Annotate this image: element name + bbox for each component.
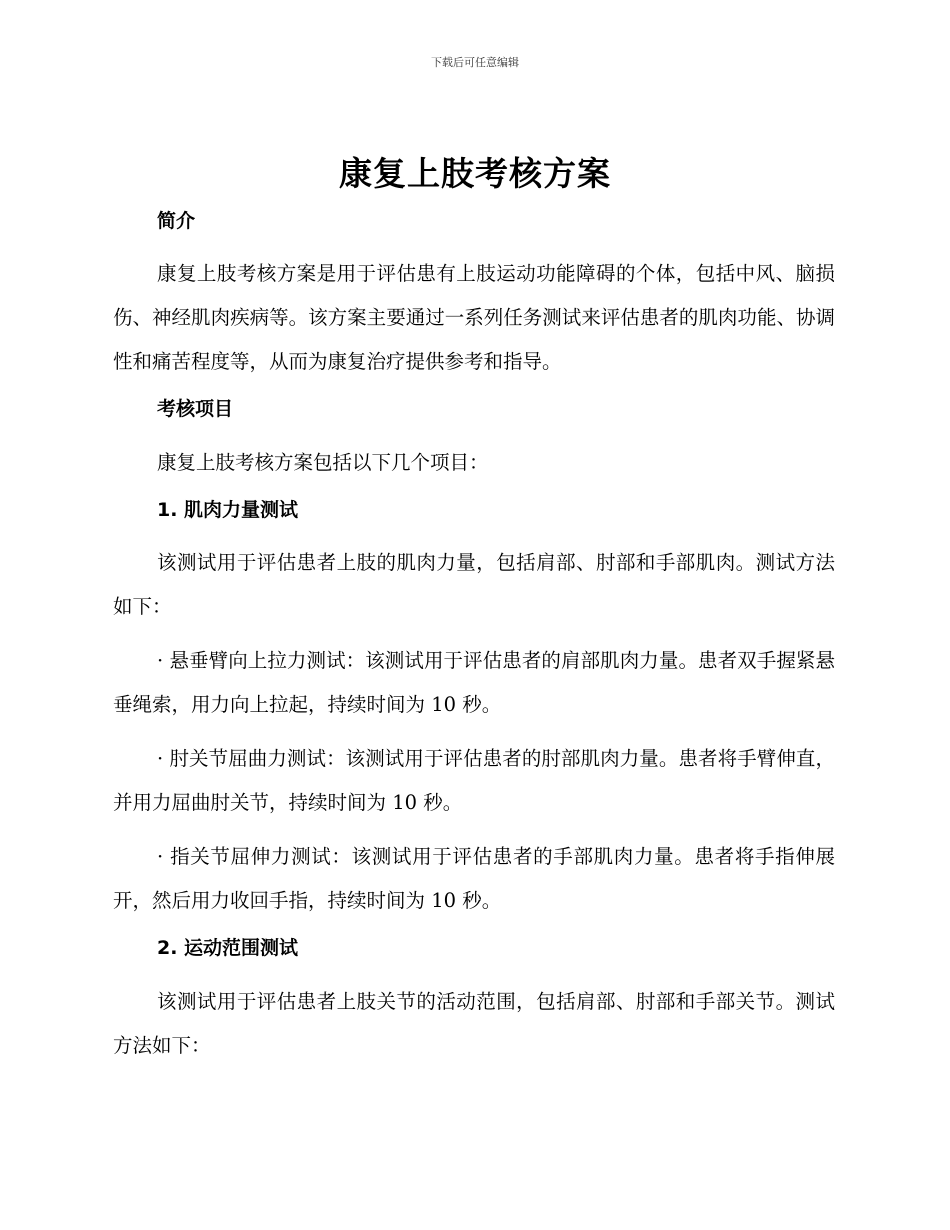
document-title: 康复上肢考核方案 bbox=[339, 154, 611, 193]
section-heading-items: 考核项目 bbox=[157, 398, 234, 421]
section-heading-range: 2. 运动范围测试 bbox=[157, 937, 299, 960]
section-heading-strength: 1. 肌肉力量测试 bbox=[157, 498, 299, 521]
bullet-finger-flex: · 指关节屈伸力测试：该测试用于评估患者的手部肌肉力量。患者将手指伸展开，然后用力收回手指，持续时间为 10 秒。 bbox=[113, 845, 835, 913]
range-paragraph: 该测试用于评估患者上肢关节的活动范围，包括肩部、肘部和手部关节。测试方法如下： bbox=[113, 989, 835, 1057]
bullet-elbow-flex: · 肘关节屈曲力测试：该测试用于评估患者的肘部肌肉力量。患者将手臂伸直，并用力屈曲肘关节，持续时间为 10 秒。 bbox=[113, 747, 835, 815]
document-body bbox=[113, 196, 835, 1078]
strength-paragraph: 该测试用于评估患者上肢的肌肉力量，包括肩部、肘部和手部肌肉。测试方法如下： bbox=[113, 551, 835, 619]
section-heading-intro: 简介 bbox=[157, 210, 196, 232]
items-paragraph: 康复上肢考核方案包括以下几个项目： bbox=[157, 450, 489, 474]
intro-paragraph: 康复上肢考核方案是用于评估患有上肢运动功能障碍的个体，包括中风、脑损伤、神经肌肉疾病等。该方案主要通过一系列任务测试来评估患者的肌肉功能、协调性和痛苦程度等，从而为康复治疗提供参考和指导。 bbox=[113, 262, 835, 374]
bullet-shoulder-pull: · 悬垂臂向上拉力测试：该测试用于评估患者的肩部肌肉力量。患者双手握紧悬垂绳索，用力向上拉起，持续时间为 10 秒。 bbox=[113, 649, 835, 717]
header-note: 下载后可任意编辑 bbox=[431, 56, 519, 69]
